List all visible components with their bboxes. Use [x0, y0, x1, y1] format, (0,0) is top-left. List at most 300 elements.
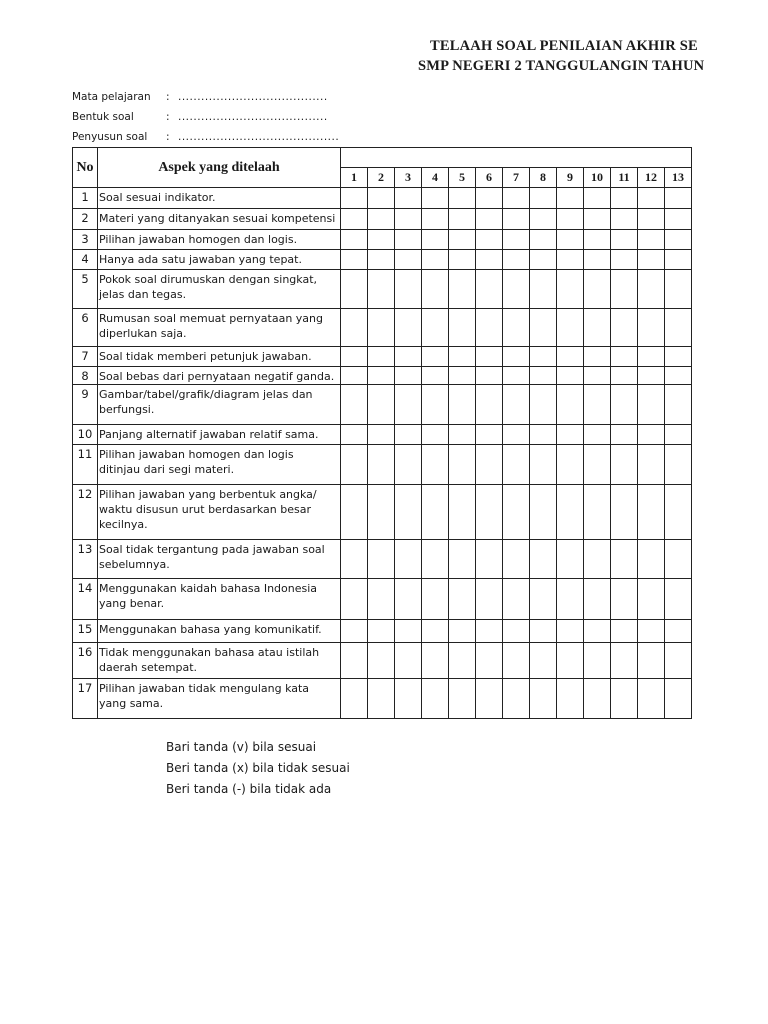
score-cell[interactable] — [341, 579, 368, 620]
score-cell[interactable] — [530, 367, 557, 385]
score-cell[interactable] — [422, 188, 449, 209]
score-cell[interactable] — [503, 620, 530, 643]
score-cell[interactable] — [584, 425, 611, 445]
score-cell[interactable] — [557, 445, 584, 485]
meta-bentuk-soal — [72, 111, 328, 123]
row-number: 3 — [73, 230, 98, 250]
score-cell[interactable] — [503, 347, 530, 367]
score-cell[interactable] — [557, 250, 584, 270]
score-cell[interactable] — [341, 347, 368, 367]
score-cell[interactable] — [395, 270, 422, 309]
score-cell[interactable] — [503, 540, 530, 579]
row-number: 8 — [73, 367, 98, 385]
score-cell[interactable] — [422, 425, 449, 445]
table-row — [73, 540, 692, 579]
score-cell[interactable] — [503, 485, 530, 540]
score-cell[interactable] — [557, 643, 584, 679]
score-cell[interactable] — [530, 485, 557, 540]
row-number: 17 — [73, 679, 98, 719]
score-cell[interactable] — [584, 620, 611, 643]
score-cell[interactable] — [530, 309, 557, 347]
table-row — [73, 579, 692, 620]
score-cell[interactable] — [341, 250, 368, 270]
score-cell[interactable] — [503, 209, 530, 230]
score-cell[interactable] — [368, 188, 395, 209]
score-cell[interactable] — [557, 485, 584, 540]
score-cell[interactable] — [449, 309, 476, 347]
score-cell[interactable] — [422, 347, 449, 367]
score-cell[interactable] — [503, 188, 530, 209]
score-column-header: 13 — [665, 168, 692, 188]
score-cell[interactable] — [395, 250, 422, 270]
score-cell[interactable] — [638, 270, 665, 309]
row-aspect-text: Menggunakan kaidah bahasa Indonesia yang benar. — [98, 579, 341, 620]
note-tidak-ada: Beri tanda (-) bila tidak ada — [166, 782, 332, 796]
row-aspect-text: Soal bebas dari pernyataan negatif ganda. — [98, 367, 341, 385]
score-cell[interactable] — [422, 643, 449, 679]
score-cell[interactable] — [503, 679, 530, 719]
score-cell[interactable] — [584, 270, 611, 309]
score-cell[interactable] — [341, 425, 368, 445]
score-cell[interactable] — [611, 425, 638, 445]
row-aspect-text: Soal tidak tergantung pada jawaban soal sebelumnya. — [98, 540, 341, 579]
score-cell[interactable] — [449, 188, 476, 209]
score-cell[interactable] — [368, 445, 395, 485]
score-cell[interactable] — [611, 679, 638, 719]
score-cell[interactable] — [368, 643, 395, 679]
score-cell[interactable] — [530, 643, 557, 679]
score-cell[interactable] — [449, 445, 476, 485]
score-cell[interactable] — [368, 485, 395, 540]
table-row — [73, 643, 692, 679]
score-cell[interactable] — [476, 230, 503, 250]
score-cell[interactable] — [611, 620, 638, 643]
note-sesuai: Bari tanda (v) bila sesuai — [166, 740, 317, 754]
score-cell[interactable] — [557, 309, 584, 347]
table-row — [73, 250, 692, 270]
header-aspek: Aspek yang ditelaah — [98, 148, 341, 188]
score-cell[interactable] — [503, 309, 530, 347]
score-cell[interactable] — [503, 250, 530, 270]
score-cell[interactable] — [395, 643, 422, 679]
score-cell[interactable] — [611, 347, 638, 367]
score-cell[interactable] — [368, 270, 395, 309]
score-cell[interactable] — [638, 620, 665, 643]
row-number: 10 — [73, 425, 98, 445]
row-aspect-text: Pilihan jawaban yang berbentuk angka/ waktu disusun urut berdasarkan besar kecilnya. — [98, 485, 341, 540]
row-number: 6 — [73, 309, 98, 347]
score-cell[interactable] — [611, 367, 638, 385]
score-cell[interactable] — [665, 347, 692, 367]
score-cell[interactable] — [530, 385, 557, 425]
score-cell[interactable] — [341, 188, 368, 209]
score-cell[interactable] — [341, 230, 368, 250]
row-aspect-text: Menggunakan bahasa yang komunikatif. — [98, 620, 341, 643]
score-cell[interactable] — [584, 367, 611, 385]
score-cell[interactable] — [638, 309, 665, 347]
score-cell[interactable] — [449, 270, 476, 309]
row-aspect-text: Pokok soal dirumuskan dengan singkat, jelas dan tegas. — [98, 270, 341, 309]
score-cell[interactable] — [611, 230, 638, 250]
score-cell[interactable] — [530, 540, 557, 579]
score-cell[interactable] — [368, 230, 395, 250]
table-row — [73, 309, 692, 347]
score-cell[interactable] — [476, 209, 503, 230]
score-cell[interactable] — [638, 579, 665, 620]
score-cell[interactable] — [449, 385, 476, 425]
score-cell[interactable] — [530, 679, 557, 719]
score-cell[interactable] — [530, 270, 557, 309]
table-row — [73, 270, 692, 309]
table-row — [73, 347, 692, 367]
row-number: 1 — [73, 188, 98, 209]
score-cell[interactable] — [341, 679, 368, 719]
score-cell[interactable] — [557, 347, 584, 367]
score-column-header: 3 — [395, 168, 422, 188]
row-number: 9 — [73, 385, 98, 425]
score-cell[interactable] — [557, 425, 584, 445]
score-column-header: 11 — [611, 168, 638, 188]
table-row — [73, 425, 692, 445]
score-cell[interactable] — [422, 540, 449, 579]
score-cell[interactable] — [395, 540, 422, 579]
score-cell[interactable] — [530, 425, 557, 445]
score-cell[interactable] — [476, 188, 503, 209]
score-cell[interactable] — [638, 230, 665, 250]
score-cell[interactable] — [530, 188, 557, 209]
score-cell[interactable] — [449, 230, 476, 250]
score-cell[interactable] — [341, 367, 368, 385]
meta-label: Penyusun soal — [72, 131, 148, 143]
score-cell[interactable] — [341, 485, 368, 540]
score-cell[interactable] — [503, 445, 530, 485]
score-cell[interactable] — [665, 679, 692, 719]
score-cell[interactable] — [449, 250, 476, 270]
score-cell[interactable] — [368, 425, 395, 445]
meta-dots: ....................................... — [178, 111, 328, 123]
table-row — [73, 445, 692, 485]
score-cell[interactable] — [422, 209, 449, 230]
score-cell[interactable] — [611, 309, 638, 347]
row-aspect-text: Tidak menggunakan bahasa atau istilah daerah setempat. — [98, 643, 341, 679]
score-cell[interactable] — [584, 347, 611, 367]
score-cell[interactable] — [611, 643, 638, 679]
score-cell[interactable] — [395, 367, 422, 385]
score-cell[interactable] — [395, 485, 422, 540]
score-cell[interactable] — [422, 385, 449, 425]
row-aspect-text: Hanya ada satu jawaban yang tepat. — [98, 250, 341, 270]
score-cell[interactable] — [638, 540, 665, 579]
meta-mata-pelajaran — [72, 91, 328, 103]
score-cell[interactable] — [503, 385, 530, 425]
score-cell[interactable] — [611, 270, 638, 309]
score-cell[interactable] — [530, 620, 557, 643]
score-cell[interactable] — [584, 250, 611, 270]
score-column-header: 7 — [503, 168, 530, 188]
score-cell[interactable] — [503, 367, 530, 385]
score-cell[interactable] — [395, 385, 422, 425]
meta-dots: ....................................... — [178, 91, 328, 103]
score-cell[interactable] — [395, 679, 422, 719]
score-cell[interactable] — [476, 620, 503, 643]
score-cell[interactable] — [476, 679, 503, 719]
score-cell[interactable] — [665, 188, 692, 209]
score-cell[interactable] — [557, 367, 584, 385]
score-cell[interactable] — [368, 209, 395, 230]
score-cell[interactable] — [395, 579, 422, 620]
score-cell[interactable] — [665, 309, 692, 347]
score-cell[interactable] — [611, 445, 638, 485]
score-cell[interactable] — [341, 540, 368, 579]
score-cell[interactable] — [584, 230, 611, 250]
score-cell[interactable] — [665, 579, 692, 620]
score-cell[interactable] — [584, 209, 611, 230]
score-cell[interactable] — [422, 579, 449, 620]
row-number: 2 — [73, 209, 98, 230]
table-row — [73, 209, 692, 230]
row-aspect-text: Soal tidak memberi petunjuk jawaban. — [98, 347, 341, 367]
score-cell[interactable] — [611, 385, 638, 425]
score-cell[interactable] — [530, 445, 557, 485]
score-cell[interactable] — [476, 270, 503, 309]
score-cell[interactable] — [665, 620, 692, 643]
score-cell[interactable] — [530, 347, 557, 367]
score-cell[interactable] — [476, 485, 503, 540]
meta-colon: : — [166, 91, 170, 103]
meta-label: Bentuk soal — [72, 111, 134, 123]
score-cell[interactable] — [665, 445, 692, 485]
score-cell[interactable] — [341, 209, 368, 230]
score-cell[interactable] — [611, 485, 638, 540]
score-cell[interactable] — [665, 250, 692, 270]
score-column-header: 8 — [530, 168, 557, 188]
score-cell[interactable] — [449, 209, 476, 230]
score-cell[interactable] — [665, 270, 692, 309]
score-cell[interactable] — [584, 385, 611, 425]
score-cell[interactable] — [503, 643, 530, 679]
score-cell[interactable] — [530, 209, 557, 230]
score-cell[interactable] — [449, 540, 476, 579]
score-cell[interactable] — [476, 445, 503, 485]
score-cell[interactable] — [638, 250, 665, 270]
row-number: 16 — [73, 643, 98, 679]
score-cell[interactable] — [341, 643, 368, 679]
row-number: 15 — [73, 620, 98, 643]
score-cell[interactable] — [476, 309, 503, 347]
score-cell[interactable] — [422, 309, 449, 347]
score-cell[interactable] — [341, 385, 368, 425]
score-cell[interactable] — [611, 250, 638, 270]
document-title: TELAAH SOAL PENILAIAN AKHIR SE — [430, 38, 698, 54]
score-cell[interactable] — [395, 620, 422, 643]
table-row — [73, 679, 692, 719]
score-cell[interactable] — [638, 209, 665, 230]
score-cell[interactable] — [557, 540, 584, 579]
score-cell[interactable] — [395, 188, 422, 209]
row-aspect-text: Rumusan soal memuat pernyataan yang diperlukan saja. — [98, 309, 341, 347]
row-aspect-text: Pilihan jawaban tidak mengulang kata yang sama. — [98, 679, 341, 719]
score-cell[interactable] — [341, 445, 368, 485]
score-cell[interactable] — [611, 188, 638, 209]
score-cell[interactable] — [611, 579, 638, 620]
score-cell[interactable] — [530, 250, 557, 270]
meta-penyusun-soal — [72, 131, 339, 143]
score-cell[interactable] — [557, 679, 584, 719]
score-cell[interactable] — [584, 643, 611, 679]
score-cell[interactable] — [638, 188, 665, 209]
header-no: No — [73, 148, 98, 188]
row-number: 13 — [73, 540, 98, 579]
score-cell[interactable] — [665, 385, 692, 425]
score-cell[interactable] — [476, 367, 503, 385]
score-cell[interactable] — [422, 620, 449, 643]
score-cell[interactable] — [503, 230, 530, 250]
score-column-header: 6 — [476, 168, 503, 188]
score-cell[interactable] — [476, 540, 503, 579]
score-cell[interactable] — [395, 445, 422, 485]
score-cell[interactable] — [638, 385, 665, 425]
row-aspect-text: Panjang alternatif jawaban relatif sama. — [98, 425, 341, 445]
score-cell[interactable] — [476, 643, 503, 679]
score-cell[interactable] — [476, 347, 503, 367]
score-cell[interactable] — [395, 425, 422, 445]
score-cell[interactable] — [503, 579, 530, 620]
row-aspect-text: Soal sesuai indikator. — [98, 188, 341, 209]
score-cell[interactable] — [557, 270, 584, 309]
score-cell[interactable] — [638, 485, 665, 540]
score-cell[interactable] — [449, 485, 476, 540]
score-column-header: 1 — [341, 168, 368, 188]
row-number: 5 — [73, 270, 98, 309]
score-cell[interactable] — [557, 209, 584, 230]
row-aspect-text: Pilihan jawaban homogen dan logis ditinjau dari segi materi. — [98, 445, 341, 485]
score-cell[interactable] — [557, 620, 584, 643]
score-cell[interactable] — [368, 540, 395, 579]
score-cell[interactable] — [557, 385, 584, 425]
score-cell[interactable] — [665, 485, 692, 540]
meta-label: Mata pelajaran — [72, 91, 151, 103]
score-cell[interactable] — [422, 230, 449, 250]
score-cell[interactable] — [584, 445, 611, 485]
score-cell[interactable] — [449, 425, 476, 445]
score-cell[interactable] — [368, 367, 395, 385]
score-cell[interactable] — [530, 579, 557, 620]
score-cell[interactable] — [476, 385, 503, 425]
meta-colon: : — [166, 131, 170, 143]
score-cell[interactable] — [368, 679, 395, 719]
score-cell[interactable] — [449, 643, 476, 679]
score-cell[interactable] — [476, 579, 503, 620]
score-cell[interactable] — [638, 347, 665, 367]
table-body — [73, 188, 692, 719]
score-cell[interactable] — [665, 643, 692, 679]
score-cell[interactable] — [503, 425, 530, 445]
score-cell[interactable] — [638, 643, 665, 679]
score-cell[interactable] — [584, 579, 611, 620]
score-cell[interactable] — [341, 270, 368, 309]
score-cell[interactable] — [341, 309, 368, 347]
score-column-header: 12 — [638, 168, 665, 188]
score-cell[interactable] — [368, 579, 395, 620]
score-cell[interactable] — [665, 230, 692, 250]
score-cell[interactable] — [584, 309, 611, 347]
score-column-header: 2 — [368, 168, 395, 188]
table-row — [73, 485, 692, 540]
row-aspect-text: Materi yang ditanyakan sesuai kompetensi — [98, 209, 341, 230]
row-number: 7 — [73, 347, 98, 367]
score-cell[interactable] — [665, 367, 692, 385]
score-cell[interactable] — [341, 620, 368, 643]
score-column-header: 10 — [584, 168, 611, 188]
score-column-header: 4 — [422, 168, 449, 188]
table-row — [73, 385, 692, 425]
score-cell[interactable] — [665, 540, 692, 579]
score-cell[interactable] — [611, 209, 638, 230]
score-cell[interactable] — [638, 445, 665, 485]
score-cell[interactable] — [422, 485, 449, 540]
score-cell[interactable] — [638, 367, 665, 385]
score-cell[interactable] — [368, 347, 395, 367]
row-number: 11 — [73, 445, 98, 485]
score-cell[interactable] — [638, 679, 665, 719]
score-cell[interactable] — [611, 540, 638, 579]
score-cell[interactable] — [368, 620, 395, 643]
score-cell[interactable] — [638, 425, 665, 445]
score-cell[interactable] — [368, 385, 395, 425]
table-row — [73, 230, 692, 250]
score-column-header: 5 — [449, 168, 476, 188]
score-cell[interactable] — [395, 230, 422, 250]
score-cell[interactable] — [665, 425, 692, 445]
score-cell[interactable] — [584, 485, 611, 540]
score-cell[interactable] — [449, 347, 476, 367]
score-cell[interactable] — [449, 679, 476, 719]
score-cell[interactable] — [395, 309, 422, 347]
review-table — [72, 147, 692, 719]
legend-notes — [166, 737, 350, 800]
score-cell[interactable] — [422, 367, 449, 385]
score-cell[interactable] — [422, 270, 449, 309]
score-cell[interactable] — [422, 445, 449, 485]
score-cell[interactable] — [395, 209, 422, 230]
score-cell[interactable] — [665, 209, 692, 230]
score-cell[interactable] — [368, 250, 395, 270]
score-cell[interactable] — [557, 579, 584, 620]
score-cell[interactable] — [584, 188, 611, 209]
score-cell[interactable] — [395, 347, 422, 367]
score-cell[interactable] — [530, 230, 557, 250]
document-subtitle: SMP NEGERI 2 TANGGULANGIN TAHUN — [418, 58, 705, 74]
score-cell[interactable] — [449, 367, 476, 385]
score-cell[interactable] — [476, 425, 503, 445]
score-cell[interactable] — [503, 270, 530, 309]
score-cell[interactable] — [368, 309, 395, 347]
score-cell[interactable] — [557, 230, 584, 250]
table-row — [73, 367, 692, 385]
score-cell[interactable] — [449, 579, 476, 620]
score-column-header: 9 — [557, 168, 584, 188]
score-cell[interactable] — [476, 250, 503, 270]
row-number: 12 — [73, 485, 98, 540]
score-cell[interactable] — [584, 679, 611, 719]
row-aspect-text: Gambar/tabel/grafik/diagram jelas dan berfungsi. — [98, 385, 341, 425]
score-cell[interactable] — [557, 188, 584, 209]
score-cell[interactable] — [422, 679, 449, 719]
score-cell[interactable] — [584, 540, 611, 579]
score-cell[interactable] — [422, 250, 449, 270]
meta-colon: : — [166, 111, 170, 123]
score-cell[interactable] — [449, 620, 476, 643]
